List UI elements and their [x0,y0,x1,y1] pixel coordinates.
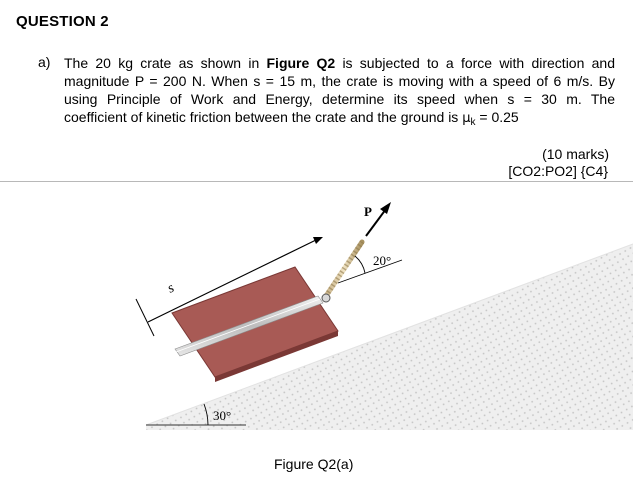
force-arrowhead [380,202,391,214]
rope-attachment [322,294,330,302]
mu-subscript: k [470,117,476,128]
divider [0,181,633,182]
label-angle-20: 20° [373,253,392,268]
question-heading: QUESTION 2 [16,13,109,30]
label-p: P [364,204,372,219]
question-line-3: using Principle of Work and Energy, determine its speed when s = 30 m. The [64,91,615,107]
question-line-4-end: = 0.25 [475,109,519,125]
question-line-4-start: coefficient of kinetic friction between the crate and the ground is [64,109,463,125]
part-label: a) [38,54,51,70]
dimension-tick-left [136,299,154,336]
label-angle-30: 30° [213,408,232,423]
question-line-1-start: The 20 kg crate as shown in [64,55,267,71]
question-line-2: magnitude P = 200 N. When s = 15 m, the crate is moving with a speed of 6 m/s. By [64,73,615,89]
figure-caption: Figure Q2(a) [274,456,354,472]
figure-q2a [0,190,633,450]
question-line-1-end: is subjected to a force with direction and [335,55,615,71]
label-s: s [165,280,177,297]
mu-symbol: μ [462,111,471,126]
figure-reference: Figure Q2 [266,55,336,71]
question-line-1 [64,54,615,72]
dimension-arrowhead [313,237,323,244]
course-outcome-label: [CO2:PO2] {C4} [508,163,608,179]
marks-label: (10 marks) [542,146,609,162]
question-line-4 [64,108,615,132]
angle-arc-20 [355,256,365,273]
